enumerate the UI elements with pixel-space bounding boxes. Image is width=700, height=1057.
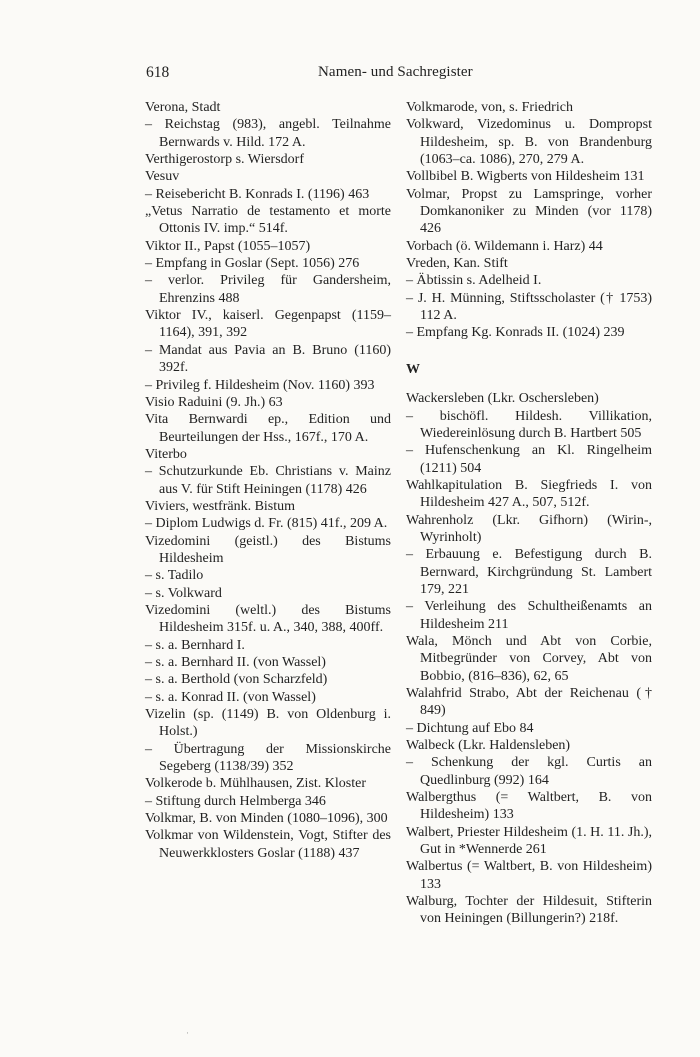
index-entry: Verona, Stadt xyxy=(145,100,221,115)
index-entry: – Schutzurkunde Eb. Christians v. Mainz aus V. für Stift Heiningen (1178) 426 xyxy=(145,464,391,497)
index-entry: – s. a. Berthold (von Scharzfeld) xyxy=(145,672,328,688)
index-entry: Viviers, westfränk. Bistum xyxy=(145,498,296,514)
index-entry: Walbertus (= Waltbert, B. von Hildesheim) 133 xyxy=(406,859,652,892)
index-entry: – s. a. Bernhard II. (von Wassel) xyxy=(145,655,326,670)
index-entry: – Diplom Ludwigs d. Fr. (815) 41f., 209 A. xyxy=(145,516,388,532)
index-entry: – s. a. Konrad II. (von Wassel) xyxy=(145,689,316,705)
index-entry: Viktor II., Papst (1055–1057) xyxy=(145,238,311,254)
index-entry: Vizedomini (weltl.) des Bistums Hildesheim 315f. u. A., 340, 388, 400ff. xyxy=(145,602,391,636)
index-entry: Visio Raduini (9. Jh.) 63 xyxy=(145,394,283,410)
right-column-v-entries xyxy=(406,99,652,342)
index-entry: – s. a. Bernhard I. xyxy=(145,637,245,653)
index-entry: Vizedomini (geistl.) des Bistums Hildesheim xyxy=(145,533,391,566)
footer-mark: · xyxy=(186,1028,189,1038)
index-entry: – Hufenschenkung an Kl. Ringelheim (1211) 504 xyxy=(406,443,652,476)
index-entry: Wahrenholz (Lkr. Gifhorn) (Wirin-, Wyrinholt) xyxy=(406,512,652,545)
index-entry: Vreden, Kan. Stift xyxy=(406,256,508,272)
index-entry: Vita Bernwardi ep., Edition und Beurteilungen der Hss., 167f., 170 A. xyxy=(145,412,391,445)
index-entry: – bischöfl. Hildesh. Villikation, Wiedereinlösung durch B. Hartbert 505 xyxy=(406,408,652,441)
index-entry: Walbert, Priester Hildesheim (1. H. 11. Jh.), Gut in *Wennerde 261 xyxy=(406,824,652,858)
index-entry: – Verleihung des Schultheißenamts an Hildesheim 211 xyxy=(406,599,652,632)
index-entry: – Erbauung e. Befestigung durch B. Bernward, Kirchgründung St. Lambert 179, 221 xyxy=(406,547,652,597)
index-entry: Volkerode b. Mühlhausen, Zist. Kloster xyxy=(145,776,366,792)
index-entry: Vesuv xyxy=(145,169,180,185)
index-entry: Vizelin (sp. (1149) B. von Oldenburg i. Holst.) xyxy=(145,707,391,740)
index-entry: – J. H. Münning, Stiftsscholaster († 1753) 112 A. xyxy=(406,290,652,324)
right-column xyxy=(406,99,652,928)
page-number: 618 xyxy=(146,64,170,81)
index-entry: – Mandat aus Pavia an B. Bruno (1160) 392f. xyxy=(145,342,391,376)
section-letter: W xyxy=(406,361,420,377)
index-entry: – Übertragung der Missionskirche Segeberg (1138/39) 352 xyxy=(145,741,391,775)
index-entry: – Privileg f. Hildesheim (Nov. 1160) 393 xyxy=(145,377,375,393)
index-entry: – verlor. Privileg für Gandersheim, Ehrenzins 488 xyxy=(145,273,391,306)
index-entry: – Dichtung auf Ebo 84 xyxy=(406,720,534,736)
index-entry: Wahlkapitulation B. Siegfrieds I. von Hildesheim 427 A., 507, 512f. xyxy=(406,477,652,511)
index-entry: – Äbtissin s. Adelheid I. xyxy=(406,273,542,289)
index-entry: Viktor IV., kaiserl. Gegenpapst (1159–1164), 391, 392 xyxy=(145,308,391,341)
index-entry: Wala, Mönch und Abt von Corbie, Mitbegründer von Corvey, Abt von Bobbio, (816–836), 62, 65 xyxy=(406,633,652,684)
index-entry: – Reisebericht B. Konrads I. (1196) 463 xyxy=(145,186,370,202)
running-head: Namen- und Sachregister xyxy=(318,64,473,80)
index-entry: Wackersleben (Lkr. Oschersleben) xyxy=(406,391,599,407)
index-entry: Volkmarode, von, s. Friedrich xyxy=(406,100,573,115)
index-entry: Volkmar, B. von Minden (1080–1096), 300 xyxy=(145,811,388,827)
index-entry: – s. Tadilo xyxy=(145,568,204,584)
index-entry: „Vetus Narratio de testamento et morte Ottonis IV. imp.“ 514f. xyxy=(145,204,391,237)
index-entry: Walburg, Tochter der Hildesuit, Stifterin von Heiningen (Billungerin?) 218f. xyxy=(406,894,652,927)
index-entry: Walbergthus (= Waltbert, B. von Hildesheim) 133 xyxy=(406,790,652,823)
index-entry: – Empfang Kg. Konrads II. (1024) 239 xyxy=(406,325,625,341)
index-entry: – Reichstag (983), angebl. Teilnahme Bernwards v. Hild. 172 A. xyxy=(145,117,391,150)
index-entry: Volmar, Propst zu Lamspringe, vorher Domkanoniker zu Minden (vor 1178) 426 xyxy=(406,186,652,237)
index-entry: – Empfang in Goslar (Sept. 1056) 276 xyxy=(145,256,360,272)
index-entry: Vorbach (ö. Wildemann i. Harz) 44 xyxy=(406,238,603,254)
index-entry: Viterbo xyxy=(145,446,187,462)
index-entry: Walahfrid Strabo, Abt der Reichenau († 849) xyxy=(406,686,652,719)
index-entry: Volkmar von Wildenstein, Vogt, Stifter des Neuwerkklosters Goslar (1188) 437 xyxy=(145,828,391,861)
index-entry: – s. Volkward xyxy=(145,585,222,601)
index-entry: Walbeck (Lkr. Haldensleben) xyxy=(406,738,571,754)
index-entry: Verthigerostorp s. Wiersdorf xyxy=(145,152,304,168)
index-entry: Volkward, Vizedominus u. Dompropst Hildesheim, sp. B. von Brandenburg (1063–ca. 1086), 270, 279 A. xyxy=(406,117,652,168)
index-entry: Vollbibel B. Wigberts von Hildesheim 131 xyxy=(406,169,645,185)
index-entry: – Stiftung durch Helmberga 346 xyxy=(145,793,326,809)
index-entry: – Schenkung der kgl. Curtis an Quedlinburg (992) 164 xyxy=(406,755,652,788)
right-column-w-entries xyxy=(406,390,652,928)
left-column xyxy=(145,99,391,862)
